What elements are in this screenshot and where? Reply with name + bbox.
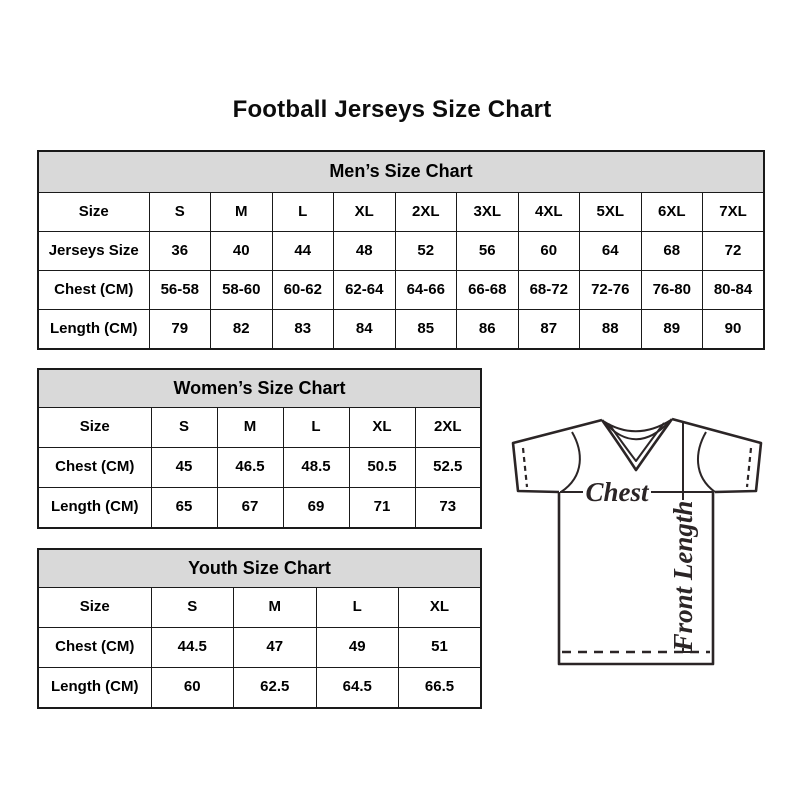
- size-cell: 48.5: [283, 448, 349, 488]
- table-row: [38, 668, 481, 709]
- size-cell: 72-76: [580, 271, 642, 310]
- table-row: [38, 310, 764, 350]
- size-cell: 67: [217, 488, 283, 529]
- size-cell: 56: [457, 232, 519, 271]
- size-cell: 88: [580, 310, 642, 350]
- row-label: Size: [38, 588, 151, 628]
- size-cell: XL: [334, 193, 396, 232]
- size-cell: 66-68: [457, 271, 519, 310]
- right-sleeve-seam: [698, 432, 715, 492]
- size-cell: 83: [272, 310, 334, 350]
- row-label: Jerseys Size: [38, 232, 149, 271]
- size-cell: M: [211, 193, 273, 232]
- size-cell: 84: [334, 310, 396, 350]
- size-cell: M: [234, 588, 317, 628]
- size-cell: 4XL: [518, 193, 580, 232]
- youth-size-table: [37, 548, 482, 709]
- row-label: Length (CM): [38, 668, 151, 709]
- size-cell: 80-84: [703, 271, 765, 310]
- size-cell: 89: [641, 310, 703, 350]
- size-cell: 71: [349, 488, 415, 529]
- size-cell: 76-80: [641, 271, 703, 310]
- size-cell: 66.5: [399, 668, 482, 709]
- jersey-diagram: [503, 406, 775, 671]
- size-cell: 3XL: [457, 193, 519, 232]
- size-cell: 2XL: [395, 193, 457, 232]
- table-title: Men’s Size Chart: [38, 151, 764, 193]
- table-row: [38, 408, 481, 448]
- size-cell: 49: [316, 628, 399, 668]
- size-cell: 60: [518, 232, 580, 271]
- size-cell: 46.5: [217, 448, 283, 488]
- size-cell: 85: [395, 310, 457, 350]
- size-cell: L: [272, 193, 334, 232]
- row-label: Chest (CM): [38, 448, 151, 488]
- size-cell: L: [316, 588, 399, 628]
- row-label: Size: [38, 408, 151, 448]
- size-cell: 5XL: [580, 193, 642, 232]
- row-label: Chest (CM): [38, 628, 151, 668]
- size-cell: XL: [349, 408, 415, 448]
- page-title: Football Jerseys Size Chart: [232, 96, 552, 123]
- table-title: Youth Size Chart: [38, 549, 481, 588]
- row-label: Chest (CM): [38, 271, 149, 310]
- table-row: [38, 448, 481, 488]
- size-cell: 64.5: [316, 668, 399, 709]
- table-title: Women’s Size Chart: [38, 369, 481, 408]
- size-cell: 50.5: [349, 448, 415, 488]
- front-length-label: Front Length: [668, 500, 698, 652]
- size-cell: 44: [272, 232, 334, 271]
- size-cell: 56-58: [149, 271, 211, 310]
- size-cell: M: [217, 408, 283, 448]
- size-cell: 87: [518, 310, 580, 350]
- size-cell: 7XL: [703, 193, 765, 232]
- size-cell: 64: [580, 232, 642, 271]
- size-cell: 44.5: [151, 628, 234, 668]
- size-cell: 2XL: [415, 408, 481, 448]
- table-row: [38, 271, 764, 310]
- size-cell: 90: [703, 310, 765, 350]
- table-header-row: [38, 369, 481, 408]
- size-cell: 64-66: [395, 271, 457, 310]
- size-cell: 86: [457, 310, 519, 350]
- size-cell: 58-60: [211, 271, 273, 310]
- size-cell: 47: [234, 628, 317, 668]
- size-cell: 40: [211, 232, 273, 271]
- size-cell: S: [149, 193, 211, 232]
- size-cell: 72: [703, 232, 765, 271]
- size-cell: 51: [399, 628, 482, 668]
- size-cell: 52.5: [415, 448, 481, 488]
- left-cuff-dashed-line: [523, 448, 527, 487]
- size-cell: 65: [151, 488, 217, 529]
- table-row: [38, 193, 764, 232]
- size-cell: 60-62: [272, 271, 334, 310]
- table-row: [38, 588, 481, 628]
- size-cell: 79: [149, 310, 211, 350]
- size-cell: 73: [415, 488, 481, 529]
- size-cell: 52: [395, 232, 457, 271]
- row-label: Size: [38, 193, 149, 232]
- size-cell: 36: [149, 232, 211, 271]
- size-cell: 62-64: [334, 271, 396, 310]
- size-cell: 82: [211, 310, 273, 350]
- size-cell: 68: [641, 232, 703, 271]
- size-cell: XL: [399, 588, 482, 628]
- table-header-row: [38, 549, 481, 588]
- row-label: Length (CM): [38, 310, 149, 350]
- size-cell: 60: [151, 668, 234, 709]
- size-cell: 45: [151, 448, 217, 488]
- size-cell: 6XL: [641, 193, 703, 232]
- size-cell: L: [283, 408, 349, 448]
- table-row: [38, 488, 481, 529]
- size-cell: 68-72: [518, 271, 580, 310]
- row-label: Length (CM): [38, 488, 151, 529]
- womens-size-table: [37, 368, 482, 529]
- size-cell: S: [151, 588, 234, 628]
- table-row: [38, 628, 481, 668]
- table-header-row: [38, 151, 764, 193]
- size-cell: 48: [334, 232, 396, 271]
- size-cell: S: [151, 408, 217, 448]
- right-cuff-dashed-line: [747, 448, 751, 487]
- right-sleeve-outline: [672, 419, 761, 492]
- size-cell: 69: [283, 488, 349, 529]
- size-cell: 62.5: [234, 668, 317, 709]
- table-row: [38, 232, 764, 271]
- mens-size-table: [37, 150, 765, 350]
- chest-label: Chest: [585, 477, 649, 507]
- left-sleeve-seam: [561, 432, 580, 492]
